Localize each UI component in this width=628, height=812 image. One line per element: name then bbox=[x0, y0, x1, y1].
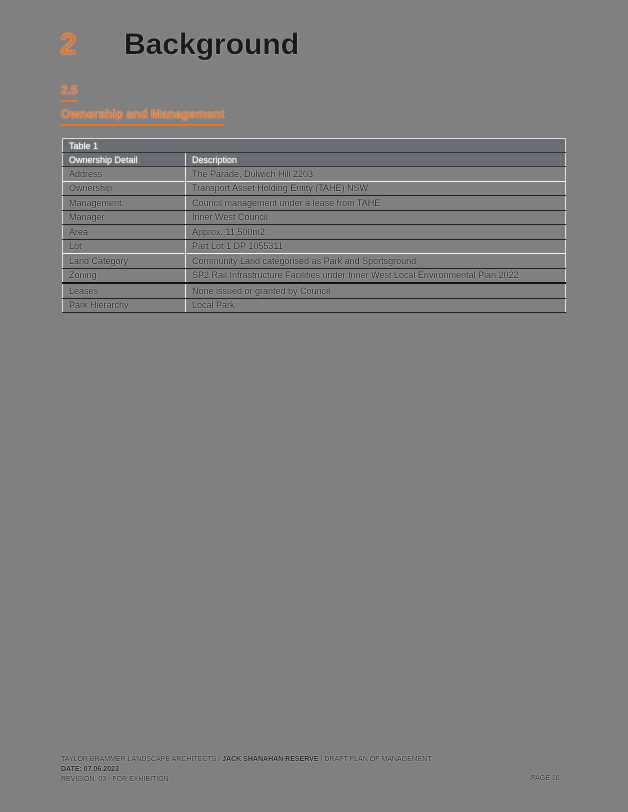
row-value: Community Land categorised as Park and Sportsground bbox=[186, 254, 566, 269]
section-number: 2.5 bbox=[61, 83, 78, 102]
page-number: PAGE 16 bbox=[531, 775, 560, 782]
chapter-number: 2 bbox=[60, 28, 77, 61]
row-value: The Parade, Dulwich Hill 2203 bbox=[186, 167, 566, 182]
ownership-table bbox=[62, 138, 566, 313]
footer-revision: REVISION: 03 - FOR EXHIBITION bbox=[61, 776, 169, 783]
table-row bbox=[63, 298, 566, 313]
table-row bbox=[63, 196, 566, 211]
chapter-title: Background bbox=[124, 28, 300, 61]
row-label: Ownership bbox=[63, 181, 186, 196]
table-row bbox=[63, 225, 566, 240]
row-label: Leases bbox=[63, 283, 186, 298]
row-label: Zoning bbox=[63, 268, 186, 283]
table-caption-row bbox=[63, 139, 566, 153]
page-footer bbox=[61, 755, 432, 785]
row-label: Address bbox=[63, 167, 186, 182]
column-header-ownership-detail: Ownership Detail bbox=[63, 153, 186, 167]
table-row bbox=[63, 239, 566, 254]
table-row bbox=[63, 167, 566, 182]
row-value: SP2 Rail Infrastructure Facilities under Inner West Local Environmental Plan 2022 bbox=[186, 268, 566, 283]
table-header-row bbox=[63, 153, 566, 167]
footer-prefix: TAYLOR BRAMMER LANDSCAPE ARCHITECTS / bbox=[61, 756, 223, 763]
row-label: Lot bbox=[63, 239, 186, 254]
footer-project-name: JACK SHANAHAN RESERVE bbox=[222, 756, 319, 763]
table-caption: Table 1 bbox=[63, 139, 566, 153]
table-row bbox=[63, 254, 566, 269]
column-header-description: Description bbox=[186, 153, 566, 167]
section-title: Ownership and Management bbox=[61, 107, 224, 126]
row-label: Management bbox=[63, 196, 186, 211]
row-label: Manager bbox=[63, 210, 186, 225]
row-value: Approx. 11,500m2 bbox=[186, 225, 566, 240]
row-value: Council management under a lease from TAHE bbox=[186, 196, 566, 211]
row-label: Park Hierarchy bbox=[63, 298, 186, 313]
footer-suffix: / DRAFT PLAN OF MANAGEMENT bbox=[318, 756, 432, 763]
table-row bbox=[63, 181, 566, 196]
table-row bbox=[63, 283, 566, 298]
row-value: Inner West Council bbox=[186, 210, 566, 225]
footer-document-title bbox=[61, 755, 432, 765]
row-label: Area bbox=[63, 225, 186, 240]
table-row bbox=[63, 268, 566, 283]
row-value: None issued or granted by Council bbox=[186, 283, 566, 298]
footer-date: DATE: 07.06.2023 bbox=[61, 766, 119, 773]
row-value: Local Park bbox=[186, 298, 566, 313]
table-row bbox=[63, 210, 566, 225]
row-value: Transport Asset Holding Entity (TAHE) NSW bbox=[186, 181, 566, 196]
row-value: Part Lot 1 DP 1055311 bbox=[186, 239, 566, 254]
row-label: Land Category bbox=[63, 254, 186, 269]
